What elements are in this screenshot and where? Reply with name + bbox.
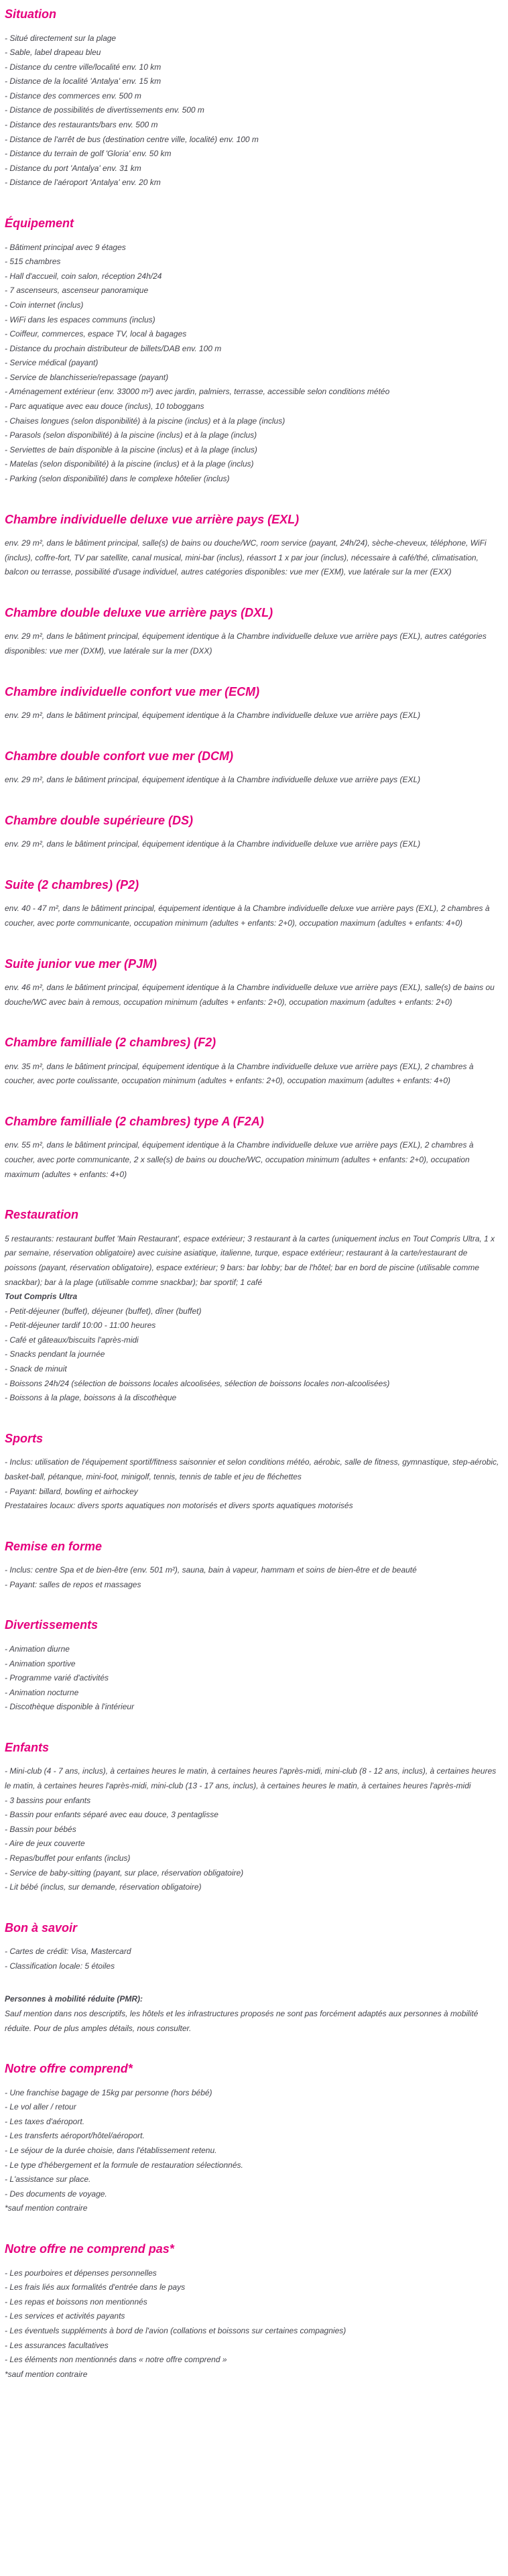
section-title-suite-2-chambres-p2: Suite (2 chambres) (P2) [5, 877, 139, 892]
section-title-chambre-double-confort-dcm: Chambre double confort vue mer (DCM) [5, 749, 234, 763]
list-item: - Boissons 24h/24 (sélection de boissons locales alcoolisées, sélection de boissons locales non-alcoolisées) [5, 1378, 390, 1388]
section-divertissements [5, 1617, 501, 1714]
list-item: - Parasols (selon disponibilité) à la piscine (inclus) et à la plage (inclus) [5, 430, 257, 440]
section-suite-2-chambres-p2 [5, 877, 501, 931]
paragraph: Prestataires locaux: divers sports aquatiques non motorisés et divers sports aquatiques motorisés [5, 1501, 353, 1511]
section-title-restauration: Restauration [5, 1208, 79, 1222]
section-title-notre-offre-comprend: Notre offre comprend* [5, 2062, 133, 2076]
section-chambre-individuelle-confort-ecm [5, 684, 501, 723]
list-item: - Service de blanchisserie/repassage (payant) [5, 372, 169, 382]
section-title-chambre-familiale-f2: Chambre familliale (2 chambres) (F2) [5, 1036, 216, 1050]
bullet-list [5, 1945, 501, 1973]
section-situation [5, 7, 501, 190]
list-item: - Café et gâteaux/biscuits l'après-midi [5, 1335, 139, 1345]
section-title-chambre-individuelle-deluxe-exl: Chambre individuelle deluxe vue arrière pays (EXL) [5, 512, 300, 526]
list-item: - Snack de minuit [5, 1364, 67, 1374]
list-item: - Distance de la localité 'Antalya' env. 15 km [5, 76, 162, 86]
list-item: - Distance de l'aéroport 'Antalya' env. 20 km [5, 178, 161, 188]
list-item: - Inclus: centre Spa et de bien-être (env. 501 m²), sauna, bain à vapeur, hammam et soins de bien-être et de beauté [5, 1565, 417, 1575]
paragraph: env. 29 m², dans le bâtiment principal, salle(s) de bains ou douche/WC, room service (payant, 24h/24), sèche-cheveux, téléphone, WiFi (inclus), coffre-fort, TV par satellite, canal musical, mini-bar (inclus), réassort 1 x par jour (inclus), nécessaire à café/thé, climatisation, balcon ou terrasse, possibilité d'usage individuel, autres catégories disponibles: vue mer (EXM), vue latérale sur la mer (EXX) [5, 538, 487, 577]
bullet-list [5, 1304, 501, 1406]
paragraph: Sauf mention dans nos descriptifs, les hôtels et les infrastructures proposés ne sont pas forcément adaptés aux personnes à mobilité réduite. Pour de plus amples détails, nous consulter. [5, 2009, 479, 2033]
list-item: - Matelas (selon disponibilité) à la piscine (inclus) et à la plage (inclus) [5, 459, 254, 469]
section-pmr [5, 1992, 501, 2036]
list-item: - Le type d'hébergement et la formule de restauration sélectionnés. [5, 2160, 243, 2170]
bullet-list [5, 1642, 501, 1715]
section-title-notre-offre-ne-comprend-pas: Notre offre ne comprend pas* [5, 2242, 174, 2256]
list-item: - Snacks pendant la journée [5, 1349, 105, 1359]
list-item: - Parc aquatique avec eau douce (inclus), 10 toboggans [5, 402, 204, 412]
section-title-divertissements: Divertissements [5, 1618, 99, 1632]
section-chambre-individuelle-deluxe-exl [5, 512, 501, 580]
paragraph: *sauf mention contraire [5, 2203, 88, 2213]
section-restauration [5, 1207, 501, 1406]
list-item: - Les taxes d'aéroport. [5, 2116, 85, 2126]
paragraph: env. 46 m², dans le bâtiment principal, équipement identique à la Chambre individuelle deluxe vue arrière pays (EXL), salle(s) de bains ou douche/WC avec bain à remous, occupation minimum (adultes + enfants: 2+0), occupation maximum (adultes + enfants: 2+0) [5, 983, 495, 1007]
section-title-bon-a-savoir: Bon à savoir [5, 1920, 78, 1935]
list-item: - Distance du prochain distributeur de billets/DAB env. 100 m [5, 343, 222, 353]
section-bon-a-savoir [5, 1920, 501, 1974]
list-item: - Distance du terrain de golf 'Gloria' env. 50 km [5, 149, 172, 159]
list-item: - Payant: salles de repos et massages [5, 1579, 141, 1589]
list-item: - Les services et activités payants [5, 2311, 125, 2321]
list-item: - Les assurances facultatives [5, 2340, 109, 2350]
paragraph: env. 29 m², dans le bâtiment principal, équipement identique à la Chambre individuelle deluxe vue arrière pays (EXL) [5, 711, 421, 721]
list-item: - Hall d'accueil, coin salon, réception 24h/24 [5, 271, 162, 281]
section-enfants [5, 1740, 501, 1895]
section-chambre-double-superieure-ds [5, 813, 501, 852]
list-item: - Les frais liés aux formalités d'entrée dans le pays [5, 2282, 186, 2292]
list-item: - Distance des commerces env. 500 m [5, 90, 141, 101]
bullet-list [5, 1764, 501, 1894]
list-item: - Les éléments non mentionnés dans « notre offre comprend » [5, 2355, 227, 2365]
paragraph: env. 40 - 47 m², dans le bâtiment principal, équipement identique à la Chambre individuelle deluxe vue arrière pays (EXL), 2 chambres à coucher, avec porte communicante, occupation minimum (adultes + enfants: 2+0), occupation maximum (adultes + enfants: 4+0) [5, 904, 490, 928]
section-title-chambre-familiale-f2a: Chambre familliale (2 chambres) type A (F2A) [5, 1114, 264, 1128]
list-item: - Distance du port 'Antalya' env. 31 km [5, 163, 141, 173]
list-item: - Coiffeur, commerces, espace TV, local à bagages [5, 329, 187, 339]
section-title-sports: Sports [5, 1431, 44, 1445]
section-title-enfants: Enfants [5, 1740, 50, 1754]
list-item: - Aire de jeux couverte [5, 1839, 85, 1849]
list-item: - Chaises longues (selon disponibilité) à la piscine (inclus) et à la plage (inclus) [5, 416, 285, 426]
list-item: - Les repas et boissons non mentionnés [5, 2296, 147, 2307]
list-item: - Boissons à la plage, boissons à la discothèque [5, 1393, 177, 1403]
section-sports [5, 1431, 501, 1514]
paragraph: 5 restaurants: restaurant buffet 'Main Restaurant', espace extérieur; 3 restaurant à la cartes (uniquement inclus en Tout Compris Ultra, 1 x par semaine, réservation obligatoire) avec cuisine asiatique, italienne, turque, espace extérieur; restaurant à la carte/restaurant de poissons (payant, réservation obligatoire), espace extérieur; 9 bars: bar lobby; bar de l'hôtel; bar en bord de piscine (utilisable comme snackbar); bar à la plage (utilisable comme snackbar); bar sportif; 1 café [5, 1233, 495, 1287]
list-item: - Parking (selon disponibilité) dans le complexe hôtelier (inclus) [5, 474, 230, 484]
list-item: - Petit-déjeuner tardif 10:00 - 11:00 heures [5, 1321, 156, 1331]
list-item: - Le vol aller / retour [5, 2102, 76, 2112]
section-title-chambre-individuelle-confort-ecm: Chambre individuelle confort vue mer (ECM) [5, 684, 260, 698]
list-item: - Lit bébé (inclus, sur demande, réservation obligatoire) [5, 1882, 202, 1892]
hotel-description [5, 7, 501, 2382]
list-item: - Inclus: utilisation de l'équipement sportif/fitness saisonnier et selon conditions météo, aérobic, salle de fitness, gymnastique, step-aérobic, basket-ball, pétanque, mini-foot, minigolf, tennis, tennis de table et jeu de fléchettes [5, 1457, 499, 1481]
list-item: - Discothèque disponible à l'intérieur [5, 1702, 135, 1712]
bullet-list [5, 1563, 501, 1592]
section-chambre-familiale-f2 [5, 1035, 501, 1089]
list-item: - L'assistance sur place. [5, 2174, 91, 2185]
list-item: - 3 bassins pour enfants [5, 1795, 91, 1805]
list-item: - Les pourboires et dépenses personnelles [5, 2268, 157, 2278]
section-title-remise-en-forme: Remise en forme [5, 1539, 103, 1553]
list-item: - Mini-club (4 - 7 ans, inclus), à certaines heures le matin, à certaines heures l'après-midi, mini-club (8 - 12 ans, inclus), à certaines heures le matin, à certaines heures l'après-midi, mini-club (13 - 17 ans, inclus), à certaines heures le matin, à certaines heures l'après-midi [5, 1766, 497, 1790]
list-item: - Animation nocturne [5, 1687, 79, 1697]
bold-lead: Personnes à mobilité réduite (PMR): [5, 1994, 143, 2004]
list-item: - Les transferts aéroport/hôtel/aéroport. [5, 2131, 145, 2141]
section-title-equipement: Équipement [5, 217, 74, 231]
paragraph: env. 29 m², dans le bâtiment principal, équipement identique à la Chambre individuelle deluxe vue arrière pays (EXL), autres catégories disponibles: vue mer (DXM), vue latérale sur la mer (DXX) [5, 631, 487, 656]
list-item: - Distance des restaurants/bars env. 500 m [5, 120, 158, 130]
section-chambre-familiale-f2a [5, 1114, 501, 1182]
section-title-suite-junior-vue-mer-pjm: Suite junior vue mer (PJM) [5, 957, 157, 971]
list-item: - Repas/buffet pour enfants (inclus) [5, 1853, 131, 1863]
list-item: - Programme varié d'activités [5, 1673, 109, 1683]
section-remise-en-forme [5, 1539, 501, 1593]
bold-lead: Tout Compris Ultra [5, 1292, 78, 1302]
section-chambre-double-confort-dcm [5, 749, 501, 788]
list-item: - Service de baby-sitting (payant, sur place, réservation obligatoire) [5, 1867, 244, 1878]
list-item: - 7 ascenseurs, ascenseur panoramique [5, 286, 149, 296]
list-item: - WiFi dans les espaces communs (inclus) [5, 314, 155, 324]
list-item: - Distance du centre ville/localité env. 10 km [5, 62, 162, 72]
section-equipement [5, 216, 501, 487]
list-item: - Le séjour de la durée choisie, dans l'établissement retenu. [5, 2146, 217, 2156]
list-item: - Service médical (payant) [5, 358, 99, 368]
list-item: - Distance de possibilités de divertissements env. 500 m [5, 105, 204, 115]
bullet-list [5, 2086, 501, 2202]
list-item: - Une franchise bagage de 15kg par personne (hors bébé) [5, 2087, 212, 2097]
list-item: - Serviettes de bain disponible à la piscine (inclus) et à la plage (inclus) [5, 444, 257, 454]
section-title-chambre-double-superieure-ds: Chambre double supérieure (DS) [5, 813, 194, 827]
list-item: - Animation sportive [5, 1658, 76, 1668]
list-item: - Des documents de voyage. [5, 2189, 107, 2199]
list-item: - Bassin pour bébés [5, 1824, 76, 1834]
list-item: - Bassin pour enfants séparé avec eau douce, 3 pentaglisse [5, 1810, 218, 1820]
bullet-list [5, 241, 501, 487]
list-item: - Bâtiment principal avec 9 étages [5, 242, 126, 252]
list-item: - Payant: billard, bowling et airhockey [5, 1486, 138, 1496]
list-item: - 515 chambres [5, 257, 61, 267]
section-title-situation: Situation [5, 7, 56, 21]
bullet-list [5, 2266, 501, 2368]
list-item: - Situé directement sur la plage [5, 33, 117, 43]
paragraph: env. 29 m², dans le bâtiment principal, équipement identique à la Chambre individuelle deluxe vue arrière pays (EXL) [5, 775, 421, 785]
paragraph: env. 29 m², dans le bâtiment principal, équipement identique à la Chambre individuelle deluxe vue arrière pays (EXL) [5, 839, 421, 849]
section-chambre-double-deluxe-dxl [5, 605, 501, 659]
list-item: - Coin internet (inclus) [5, 300, 84, 310]
section-notre-offre-comprend [5, 2061, 501, 2216]
paragraph: *sauf mention contraire [5, 2369, 88, 2379]
list-item: - Classification locale: 5 étoiles [5, 1961, 115, 1971]
list-item: - Animation diurne [5, 1644, 70, 1654]
paragraph: env. 55 m², dans le bâtiment principal, équipement identique à la Chambre individuelle deluxe vue arrière pays (EXL), 2 chambres à coucher, avec porte communicante, 2 x salle(s) de bains ou douche/WC, occupation minimum (adultes + enfants: 2+0), occupation maximum (adultes + enfants: 4+0) [5, 1140, 474, 1179]
bullet-list [5, 32, 501, 191]
bullet-list [5, 1455, 501, 1499]
list-item: - Sable, label drapeau bleu [5, 48, 101, 58]
section-notre-offre-ne-comprend-pas [5, 2242, 501, 2382]
section-title-chambre-double-deluxe-dxl: Chambre double deluxe vue arrière pays (DXL) [5, 605, 273, 619]
list-item: - Cartes de crédit: Visa, Mastercard [5, 1947, 131, 1957]
section-suite-junior-vue-mer-pjm [5, 957, 501, 1010]
paragraph: env. 35 m², dans le bâtiment principal, équipement identique à la Chambre individuelle deluxe vue arrière pays (EXL), 2 chambres à coucher, avec porte coulissante, occupation minimum (adultes + enfants: 2+0), occupation maximum (adultes + enfants: 4+0) [5, 1061, 474, 1086]
list-item: - Petit-déjeuner (buffet), déjeuner (buffet), dîner (buffet) [5, 1306, 202, 1316]
list-item: - Les éventuels suppléments à bord de l'avion (collations et boissons sur certaines compagnies) [5, 2325, 346, 2335]
list-item: - Aménagement extérieur (env. 33000 m²) avec jardin, palmiers, terrasse, accessible selon conditions météo [5, 387, 390, 397]
list-item: - Distance de l'arrêt de bus (destination centre ville, localité) env. 100 m [5, 134, 259, 144]
